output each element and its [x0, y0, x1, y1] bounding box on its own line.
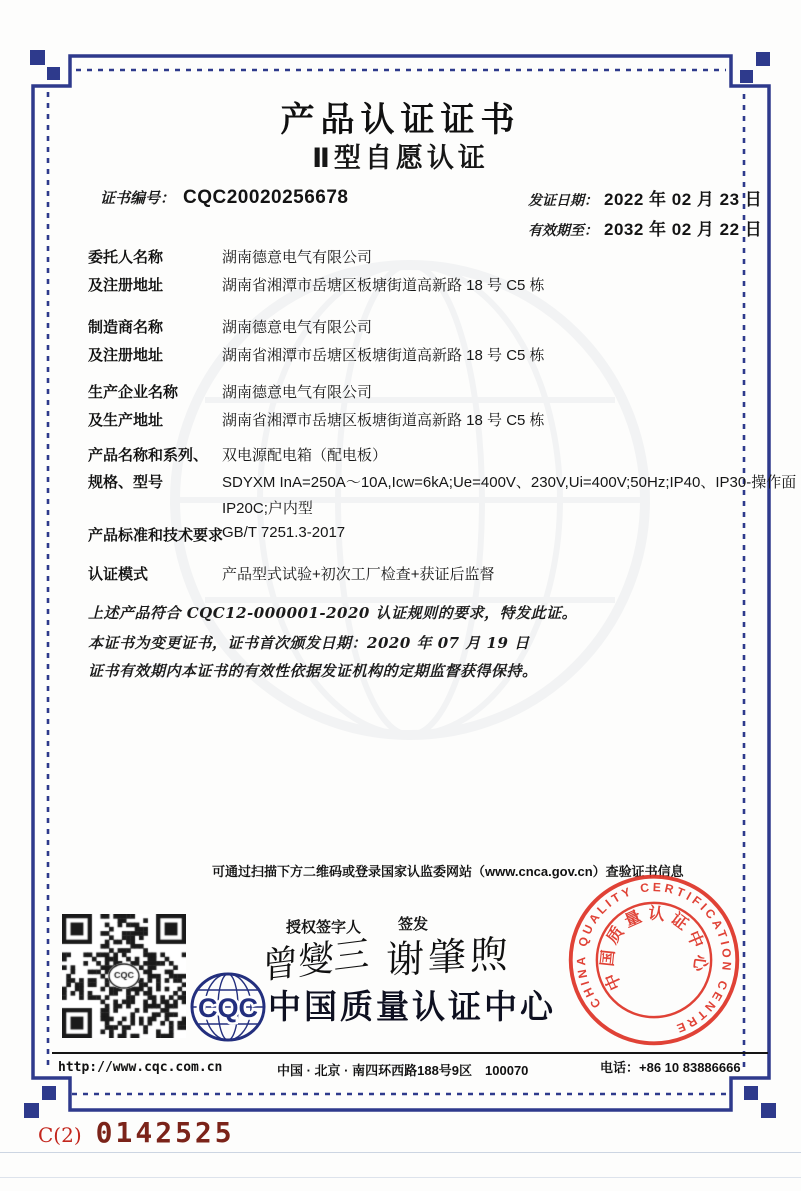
footer-address: 中国 · 北京 · 南四环西路188号9区 100070 [277, 1063, 529, 1078]
footer-divider [52, 1052, 768, 1054]
certification-mode-label: 认证模式 [88, 566, 149, 583]
statement-change: 本证书为变更证书，证书首次颁发日期：2020 年 07 月 19 日 [88, 634, 530, 652]
issued-by-label: 签发 [398, 916, 429, 933]
factory-address-value: 湖南省湘潭市岳塘区板塘街道高新路 18 号 C5 栋 [222, 412, 545, 429]
applicant-name-value: 湖南德意电气有限公司 [222, 249, 373, 266]
certificate-number-value: CQC20020256678 [183, 187, 349, 208]
issue-date-label: 发证日期： [528, 193, 598, 209]
footer-website: http://www.cqc.com.cn [58, 1060, 223, 1075]
product-name-label-line1: 产品名称和系列、 [88, 447, 209, 464]
factory-address-label: 及生产地址 [88, 412, 164, 429]
manufacturer-address-value: 湖南省湘潭市岳塘区板塘街道高新路 18 号 C5 栋 [222, 347, 545, 364]
seal-outer-text: CHINA QUALITY CERTIFICATION CENTRE [574, 880, 734, 1036]
serial-number: 0142525 [95, 1116, 235, 1149]
verification-note: 可通过扫描下方二维码或登录国家认监委网站（www.cnca.gov.cn）查验证书信息 [212, 864, 684, 879]
statement-compliance: 上述产品符合 CQC12-000001-2020 认证规则的要求，特发此证。 [88, 604, 578, 622]
issue-date-value: 2022 年 02 月 23 日 [604, 190, 763, 209]
red-seal-stamp [562, 868, 746, 1052]
cqc-logo [188, 970, 268, 1044]
applicant-name-label: 委托人名称 [88, 249, 164, 266]
product-name-value: 双电源配电箱（配电板） [222, 447, 388, 464]
factory-name-label: 生产企业名称 [88, 384, 179, 401]
footer-phone: 电话：+86 10 83886666 [600, 1060, 741, 1075]
expiry-date-row [528, 215, 762, 240]
standard-label: 产品标准和技术要求 [88, 527, 224, 544]
issue-date-row [528, 185, 762, 210]
product-name-label-line2: 规格、型号 [88, 474, 164, 491]
serial-prefix: C(2) [38, 1123, 82, 1147]
certificate-number-row [100, 187, 348, 209]
product-spec-line1: SDYXM InA=250A～10A,Icw=6kA;Ue=400V、230V,Ui=400V;50Hz;IP40、IP30-操作面 [222, 474, 797, 491]
expiry-date-label: 有效期至： [528, 223, 598, 239]
cqc-logo-letters: CQC [198, 993, 258, 1023]
manufacturer-name-value: 湖南德意电气有限公司 [222, 319, 373, 336]
dates-block [528, 185, 762, 240]
certification-mode-value: 产品型式试验+初次工厂检查+获证后监督 [222, 566, 495, 583]
scan-edge-line [0, 1177, 801, 1178]
serial-number-row [38, 1116, 235, 1149]
issuer-name: 中国质量认证中心 [268, 988, 556, 1025]
authorized-signature: 曾燮三 [261, 933, 370, 988]
manufacturer-name-label: 制造商名称 [88, 319, 164, 336]
certificate-title: 产品认证证书 [280, 101, 521, 139]
factory-name-value: 湖南德意电气有限公司 [222, 384, 373, 401]
seal-inner-text: 中国质量认证中心 [598, 904, 710, 993]
applicant-address-label: 及注册地址 [88, 277, 164, 294]
svg-text:CHINA QUALITY CERTIFICATION [562, 868, 746, 1052]
applicant-address-value: 湖南省湘潭市岳塘区板塘街道高新路 18 号 C5 栋 [222, 277, 545, 294]
expiry-date-value: 2032 年 02 月 22 日 [604, 220, 763, 239]
product-spec-line2: IP20C;户内型 [222, 500, 313, 517]
statement-validity: 证书有效期内本证书的有效性依据发证机构的定期监督获得保持。 [88, 662, 538, 680]
authorized-signatory-label: 授权签字人 [286, 919, 362, 936]
standard-value: GB/T 7251.3-2017 [222, 524, 346, 541]
manufacturer-address-label: 及注册地址 [88, 347, 164, 364]
issued-signature: 谢肇煦 [385, 931, 513, 983]
certificate-subtitle: Ⅱ型自愿认证 [312, 143, 489, 173]
qr-code [62, 914, 186, 1038]
certificate-number-label: 证书编号： [100, 189, 176, 207]
scan-edge-line [0, 1152, 801, 1153]
